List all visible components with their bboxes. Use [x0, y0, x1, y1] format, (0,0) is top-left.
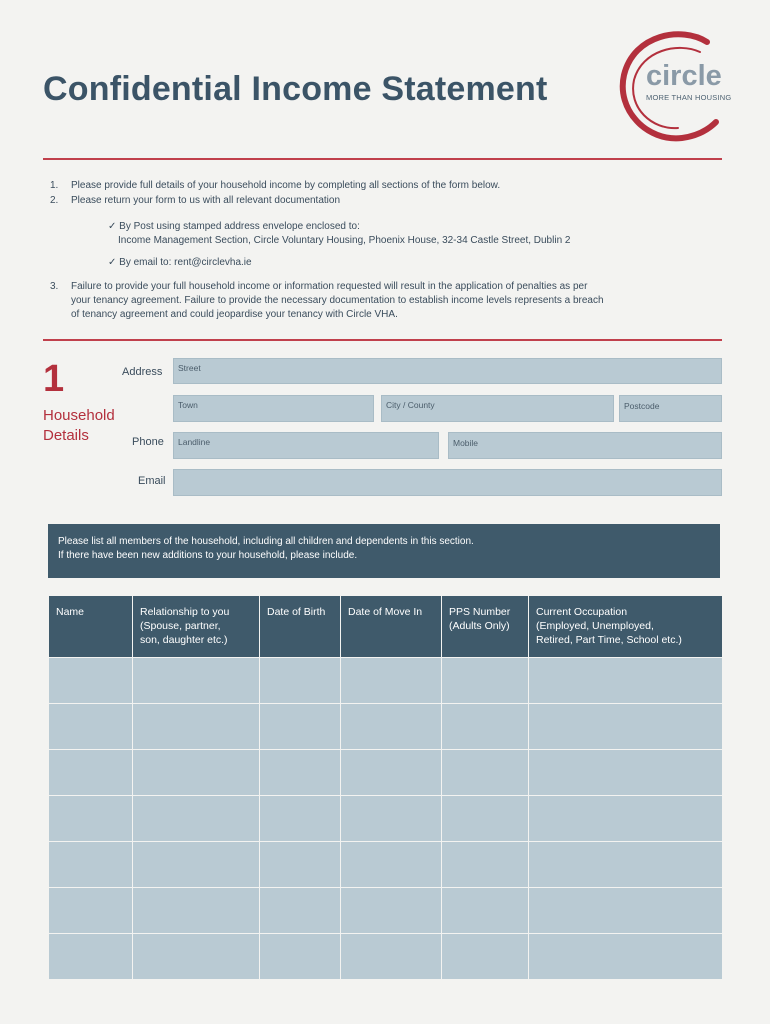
- table-cell-input[interactable]: [442, 704, 529, 750]
- table-cell-input[interactable]: [442, 934, 529, 980]
- table-cell-input[interactable]: [442, 750, 529, 796]
- landline-placeholder: Landline: [178, 437, 211, 447]
- table-cell-input[interactable]: [260, 704, 341, 750]
- instruction-3-line: your tenancy agreement. Failure to provide the necessary documentation to establish income levels represents a breach: [71, 295, 604, 306]
- table-row: [49, 796, 723, 842]
- column-header-pps-number: [442, 596, 529, 658]
- instruction-2: Please return your form to us with all relevant documentation: [71, 195, 341, 206]
- table-header-row: [49, 596, 723, 658]
- phone-label: Phone: [132, 436, 164, 448]
- street-field[interactable]: [173, 358, 722, 384]
- table-cell-input[interactable]: [442, 796, 529, 842]
- table-cell-input[interactable]: [442, 842, 529, 888]
- table-cell-input[interactable]: [442, 658, 529, 704]
- column-header-date-of-move-in: [341, 596, 442, 658]
- table-cell-input[interactable]: [529, 934, 723, 980]
- city-placeholder: City / County: [386, 400, 435, 410]
- logo-tagline: MORE THAN HOUSING: [646, 93, 732, 102]
- table-cell-input[interactable]: [341, 888, 442, 934]
- table-cell-input[interactable]: [49, 934, 133, 980]
- table-row: [49, 704, 723, 750]
- table-cell-input[interactable]: [341, 658, 442, 704]
- header-line: PPS Number: [449, 606, 511, 618]
- column-header-name: [49, 596, 133, 658]
- postal-address: Income Management Section, Circle Voluntary Housing, Phoenix House, 32-34 Castle Street, Dublin 2: [118, 235, 571, 246]
- street-placeholder: Street: [178, 363, 201, 373]
- table-row: [49, 750, 723, 796]
- landline-field[interactable]: [173, 432, 439, 459]
- address-label: Address: [122, 366, 163, 378]
- section-title-line: Household: [43, 407, 115, 424]
- table-body: [49, 658, 723, 980]
- header-line: Current Occupation: [536, 606, 628, 618]
- table-cell-input[interactable]: [260, 842, 341, 888]
- mobile-placeholder: Mobile: [453, 438, 479, 448]
- table-cell-input[interactable]: [133, 934, 260, 980]
- instruction-3-line: Failure to provide your full household income or information requested will result in the application of penalties as per: [71, 281, 588, 292]
- table-cell-input[interactable]: [133, 704, 260, 750]
- table-cell-input[interactable]: [49, 704, 133, 750]
- table-cell-input[interactable]: [133, 750, 260, 796]
- email-option[interactable]: ✓ By email to: rent@circlevha.ie: [108, 257, 252, 268]
- table-cell-input[interactable]: [260, 750, 341, 796]
- header-line: (Spouse, partner,: [140, 620, 221, 632]
- table-cell-input[interactable]: [529, 796, 723, 842]
- table-cell-input[interactable]: [49, 750, 133, 796]
- table-cell-input[interactable]: [341, 842, 442, 888]
- header-line: Name: [56, 606, 85, 618]
- header-line: Date of Birth: [267, 606, 326, 618]
- table-row: [49, 934, 723, 980]
- divider: [43, 339, 722, 341]
- table-cell-input[interactable]: [529, 704, 723, 750]
- email-label: Email: [138, 475, 166, 487]
- table-cell-input[interactable]: [260, 796, 341, 842]
- household-members-table: [48, 595, 723, 980]
- column-header-date-of-birth: [260, 596, 341, 658]
- email-field[interactable]: [173, 469, 722, 496]
- town-placeholder: Town: [178, 400, 198, 410]
- table-row: [49, 658, 723, 704]
- table-cell-input[interactable]: [442, 888, 529, 934]
- table-row: [49, 888, 723, 934]
- divider: [43, 158, 722, 160]
- table-cell-input[interactable]: [529, 888, 723, 934]
- table-cell-input[interactable]: [133, 842, 260, 888]
- header-line: (Adults Only): [449, 620, 510, 632]
- table-cell-input[interactable]: [529, 842, 723, 888]
- banner-line: If there have been new additions to your household, please include.: [58, 550, 358, 561]
- section-number: 1: [43, 358, 65, 400]
- header-line: Retired, Part Time, School etc.): [536, 634, 682, 646]
- members-instructions-banner: [48, 524, 720, 578]
- table-cell-input[interactable]: [49, 796, 133, 842]
- table-cell-input[interactable]: [133, 796, 260, 842]
- header-line: (Employed, Unemployed,: [536, 620, 654, 632]
- table-cell-input[interactable]: [341, 750, 442, 796]
- table-cell-input[interactable]: [341, 796, 442, 842]
- city-county-field[interactable]: [381, 395, 614, 422]
- table-cell-input[interactable]: [133, 888, 260, 934]
- instruction-3-line: of tenancy agreement and could jeopardise your tenancy with Circle VHA.: [71, 309, 398, 320]
- header-line: son, daughter etc.): [140, 634, 228, 646]
- list-number: 1.: [50, 180, 59, 191]
- section-title: [43, 406, 143, 446]
- table-cell-input[interactable]: [49, 842, 133, 888]
- table-row: [49, 842, 723, 888]
- table-cell-input[interactable]: [49, 658, 133, 704]
- column-header-relationship: [133, 596, 260, 658]
- table-cell-input[interactable]: [260, 934, 341, 980]
- table-cell-input[interactable]: [341, 934, 442, 980]
- section-title-line: Details: [43, 427, 89, 444]
- table-cell-input[interactable]: [260, 658, 341, 704]
- instruction-1: Please provide full details of your household income by completing all sections of the form below.: [71, 180, 501, 191]
- table-cell-input[interactable]: [133, 658, 260, 704]
- column-header-occupation: [529, 596, 723, 658]
- list-number: 2.: [50, 195, 59, 206]
- table-cell-input[interactable]: [49, 888, 133, 934]
- town-field[interactable]: [173, 395, 374, 422]
- list-number: 3.: [50, 281, 59, 292]
- table-cell-input[interactable]: [529, 750, 723, 796]
- postcode-placeholder: Postcode: [624, 401, 660, 411]
- table-cell-input[interactable]: [529, 658, 723, 704]
- table-cell-input[interactable]: [260, 888, 341, 934]
- table-cell-input[interactable]: [341, 704, 442, 750]
- header-line: Date of Move In: [348, 606, 423, 618]
- mobile-field[interactable]: [448, 432, 722, 459]
- page-title: Confidential Income Statement: [43, 70, 548, 108]
- post-option: ✓ By Post using stamped address envelope enclosed to:: [108, 221, 360, 232]
- logo-wordmark: circle: [646, 60, 722, 92]
- header-line: Relationship to you: [140, 606, 230, 618]
- postcode-field[interactable]: [619, 395, 722, 422]
- banner-line: Please list all members of the household, including all children and dependents in this section.: [58, 536, 474, 547]
